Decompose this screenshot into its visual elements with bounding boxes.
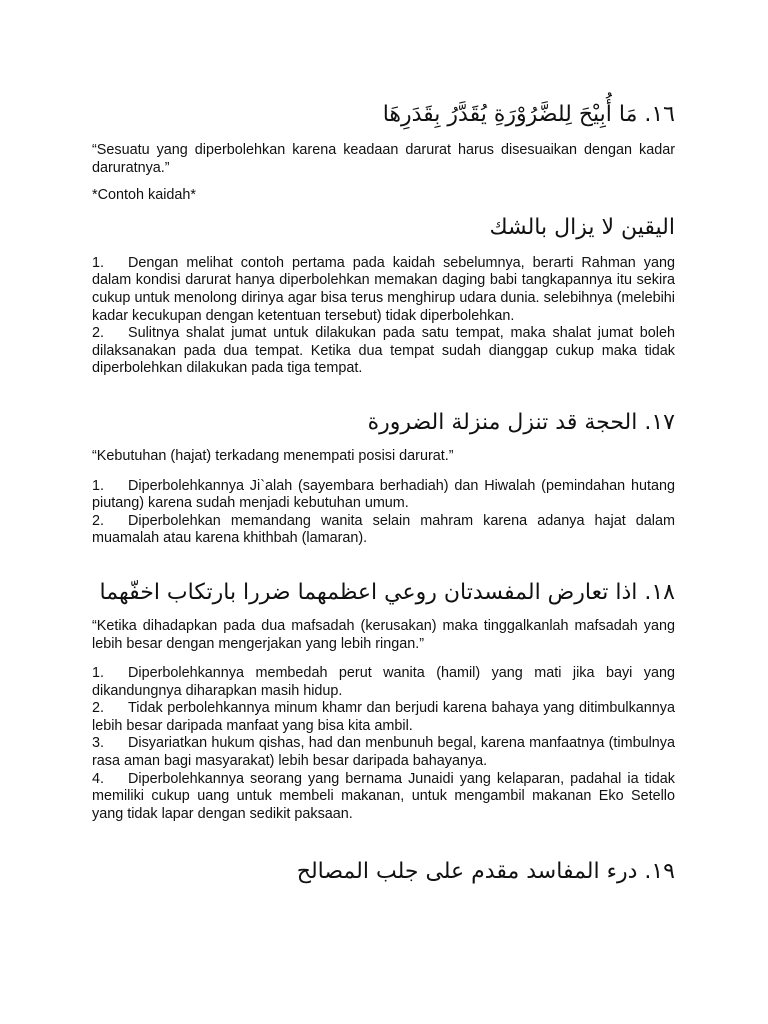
section-18-list — [92, 665, 675, 823]
section-16-quote: “Sesuatu yang diperbolehkan karena keadaan darurat harus disesuaikan dengan kadar daruratnya.” — [92, 142, 675, 176]
item-number: 2. — [92, 325, 105, 342]
item-number: 1. — [92, 477, 105, 494]
list-item — [92, 478, 675, 513]
section-18-heading: ١٨. اذا تعارض المفسدتان روعي اعظمهما ضررا بارتكاب اخفّهما — [99, 579, 675, 605]
list-item — [92, 665, 675, 700]
item-text: Diperbolehkannya Ji`alah (sayembara berhadiah) dan Hiwalah (pemindahan hutang piutang) karena sudah menjadi kebutuhan umum. — [92, 477, 675, 512]
item-number: 2. — [92, 512, 105, 529]
document-page — [92, 0, 675, 887]
section-16-list — [92, 255, 675, 378]
item-text: Diperbolehkan memandang wanita selain mahram karena adanya hajat dalam muamalah atau karena khithbah (lamaran). — [92, 512, 675, 547]
list-item — [92, 700, 675, 735]
section-16-subheading: اليقين لا يزال بالشك — [489, 214, 675, 240]
list-item — [92, 771, 675, 824]
list-item — [92, 325, 675, 378]
item-number: 1. — [92, 254, 105, 271]
item-number: 3. — [92, 735, 105, 752]
section-18 — [92, 578, 675, 824]
section-18-quote: “Ketika dihadapkan pada dua mafsadah (kerusakan) maka tinggalkanlah mafsadah yang lebih besar dengan mengerjakan yang lebih ringan.” — [92, 617, 675, 652]
list-item — [92, 255, 675, 325]
section-17 — [92, 408, 675, 548]
section-17-heading: ١٧. الحجة قد تنزل منزلة الضرورة — [367, 409, 675, 435]
list-item — [92, 513, 675, 548]
section-16-heading: ١٦. مَا أُبِيْحَ لِلضَّرُوْرَةِ يُقَدَّرُ بِقَدَرِهَا — [382, 102, 675, 127]
item-text: Diperbolehkannya seorang yang bernama Junaidi yang kelaparan, padahal ia tidak memiliki cukup uang untuk membeli makanan, untuk mengambil makanan Eko Setello yang tidak lapar dengan sedikit paksaan. — [92, 770, 675, 822]
section-16-note: *Contoh kaidah* — [92, 187, 197, 204]
section-19-heading: ١٩. درء المفاسد مقدم على جلب المصالح — [296, 859, 675, 885]
section-17-list — [92, 478, 675, 548]
item-text: Dengan melihat contoh pertama pada kaidah sebelumnya, berarti Rahman yang dalam kondisi darurat hanya diperbolehkan memakan daging babi tangkapannya itu sekira cukup untuk menolong dirinya agar bisa terus menghirup udara dunia. selebihnya (melebihi kadar kecukupan dengan ketentuan tersebut) tidak diperbolehkan. — [92, 254, 675, 324]
section-19 — [92, 857, 675, 887]
section-17-quote: “Kebutuhan (hajat) terkadang menempati posisi darurat.” — [92, 447, 454, 464]
item-number: 1. — [92, 665, 105, 682]
section-16 — [92, 100, 675, 378]
item-text: Sulitnya shalat jumat untuk dilakukan pada satu tempat, maka shalat jumat boleh dilaksanakan pada dua tempat. Ketika dua tempat sudah dianggap cukup maka tidak diperbolehkan dilakukan pada tiga tempat. — [92, 325, 675, 377]
item-text: Tidak perbolehkannya minum khamr dan berjudi karena bahaya yang ditimbulkannya lebih besar daripada manfaat yang bisa kita ambil. — [92, 700, 675, 734]
item-number: 4. — [92, 770, 105, 787]
item-number: 2. — [92, 700, 105, 717]
list-item — [92, 735, 675, 770]
item-text: Diperbolehkannya membedah perut wanita (hamil) yang mati jika bayi yang dikandungnya diharapkan masih hidup. — [92, 665, 675, 699]
item-text: Disyariatkan hukum qishas, had dan menbunuh begal, karena manfaatnya (timbulnya rasa aman bagi masyarakat) lebih besar daripada bahayanya. — [92, 735, 675, 770]
